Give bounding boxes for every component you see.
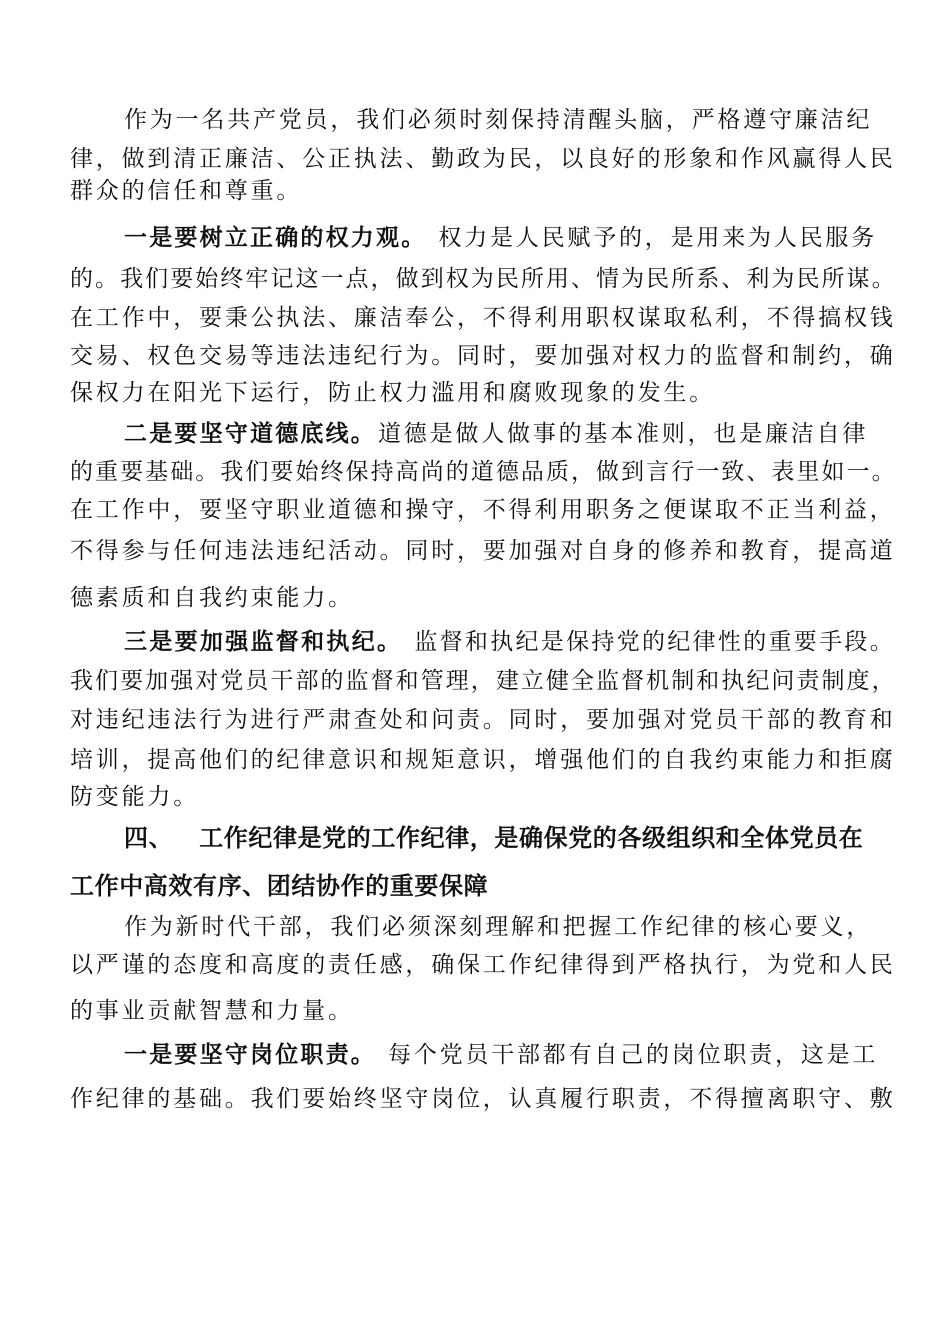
morality-paragraph-line-1 <box>124 419 868 449</box>
section-four-heading-line-1 <box>124 823 863 853</box>
supervision-paragraph-text: 监督和执纪是保持党的纪律性的重要手段。 <box>414 629 896 655</box>
supervision-paragraph-line-3: 对违纪违法行为进行严肃查处和问责。同时，要加强对党员干部的教育和 <box>70 707 896 733</box>
work-intro-paragraph-line-2: 以严谨的态度和高度的责任感，确保工作纪律得到严格执行，为党和人民 <box>70 952 896 978</box>
power-paragraph-text: 权力是人民赋予的，是用来为人民服务 <box>438 225 878 251</box>
morality-paragraph-line-4: 不得参与任何违法违纪活动。同时，要加强对自身的修养和教育，提高道 <box>70 538 896 564</box>
work-intro-paragraph-line-3: 的事业贡献智慧和力量。 <box>70 998 354 1024</box>
duty-paragraph-line-2: 作纪律的基础。我们要始终坚守岗位，认真履行职责，不得擅离职守、敷 <box>70 1086 896 1112</box>
power-paragraph-line-4: 交易、权色交易等违法违纪行为。同时，要加强对权力的监督和制约，确 <box>70 343 896 369</box>
duty-paragraph-text: 每个党员干部都有自己的岗位职责，这是工 <box>388 1042 879 1068</box>
section-four-title: 工作纪律是党的工作纪律，是确保党的各级组织和全体党员在 <box>199 824 864 852</box>
power-paragraph-line-1 <box>124 223 877 253</box>
power-paragraph-line-5: 保权力在阳光下运行，防止权力滥用和腐败现象的发生。 <box>70 380 715 406</box>
morality-paragraph-line-5: 德素质和自我约束能力。 <box>70 585 354 611</box>
supervision-paragraph-line-2: 我们要加强对党员干部的监督和管理，建立健全监督机制和执纪问责制度， <box>70 668 897 694</box>
power-paragraph-line-3: 在工作中，要秉公执法、廉洁奉公，不得利用职权谋取私利，不得搞权钱 <box>70 305 896 331</box>
work-intro-paragraph-line-1: 作为新时代干部，我们必须深刻理解和把握工作纪律的核心要义， <box>124 914 873 940</box>
supervision-lead-heading: 三是要加强监督和执纪。 <box>124 629 403 655</box>
intro-paragraph-line-3: 群众的信任和尊重。 <box>70 178 303 204</box>
morality-paragraph-line-3: 在工作中，要坚守职业道德和操守，不得利用职务之便谋取不正当利益， <box>70 497 896 523</box>
supervision-paragraph-line-5: 防变能力。 <box>70 784 199 810</box>
power-lead-heading: 一是要树立正确的权力观。 <box>124 225 427 251</box>
intro-paragraph-line-2: 律，做到清正廉洁、公正执法、勤政为民，以良好的形象和作风赢得人民 <box>70 146 896 172</box>
morality-paragraph-line-2: 的重要基础。我们要始终保持高尚的道德品质，做到言行一致、表里如一。 <box>70 459 897 485</box>
power-paragraph-line-2: 的。我们要始终牢记这一点，做到权为民所用、情为民所系、利为民所谋。 <box>70 266 897 292</box>
supervision-paragraph-line-1 <box>124 627 895 657</box>
duty-paragraph-line-1 <box>124 1040 878 1070</box>
intro-paragraph-line-1: 作为一名共产党员，我们必须时刻保持清醒头脑，严格遵守廉洁纪 <box>124 107 873 133</box>
morality-lead-heading: 二是要坚守道德底线。 <box>124 421 376 447</box>
section-four-heading-line-2: 工作中高效有序、团结协作的重要保障 <box>70 872 489 900</box>
section-four-number: 四、 <box>124 824 174 852</box>
morality-paragraph-text: 道德是做人做事的基本准则，也是廉洁自律 <box>378 421 869 447</box>
supervision-paragraph-line-4: 培训，提高他们的纪律意识和规矩意识，增强他们的自我约束能力和拒腐 <box>70 747 896 773</box>
duty-lead-heading: 一是要坚守岗位职责。 <box>124 1042 376 1068</box>
